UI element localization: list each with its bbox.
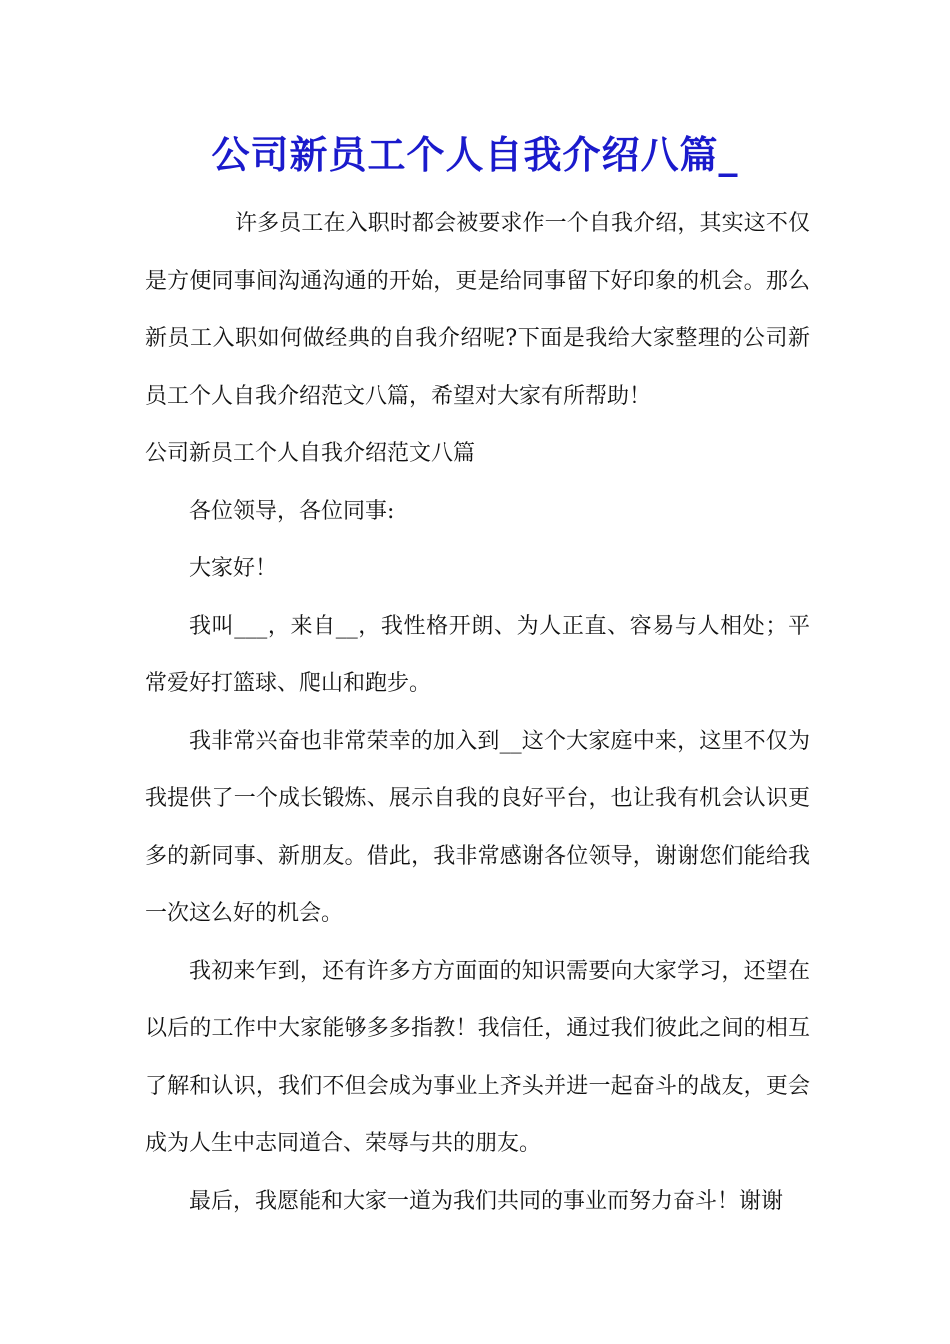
- document-title: 公司新员工个人自我介绍八篇_: [211, 132, 739, 177]
- gratitude-paragraph: 我非常兴奋也非常荣幸的加入到__这个大家庭中来，这里不仅为我提供了一个成长锻炼、展示自我的良好平台，也让我有机会认识更多的新同事、新朋友。借此，我非常感谢各位领导，谢谢您们能给我一次这么好的机会。: [145, 728, 810, 926]
- intro-paragraph: 许多员工在入职时都会被要求作一个自我介绍，其实这不仅是方便同事间沟通沟通的开始，更是给同事留下好印象的机会。那么新员工入职如何做经典的自我介绍呢?下面是我给大家整理的公司新员工个人自我介绍范文八篇，希望对大家有所帮助！: [145, 211, 810, 409]
- document-body: [145, 195, 810, 1230]
- learning-paragraph: 我初来乍到，还有许多方方面面的知识需要向大家学习，还望在以后的工作中大家能够多多指教！我信任，通过我们彼此之间的相互了解和认识，我们不但会成为事业上齐头并进一起奋斗的战友，更会成为人生中志同道合、荣辱与共的朋友。: [145, 958, 810, 1156]
- closing-paragraph: 最后，我愿能和大家一道为我们共同的事业而努力奋斗！谢谢: [189, 1188, 784, 1214]
- greeting-paragraph: 各位领导，各位同事:: [189, 498, 395, 524]
- hello-paragraph: 大家好！: [189, 556, 278, 581]
- self-intro-paragraph: 我叫___，来自__，我性格开朗、为人正直、容易与人相处；平常爱好打篮球、爬山和跑步。: [145, 613, 810, 696]
- section-heading: 公司新员工个人自我介绍范文八篇: [145, 441, 476, 466]
